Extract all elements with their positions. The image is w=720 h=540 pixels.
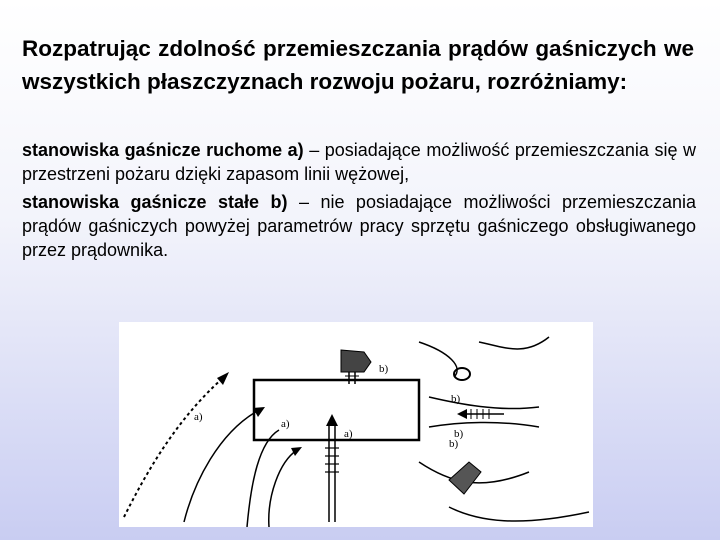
label-b1: b) <box>379 363 389 375</box>
hose-arrow-1 <box>184 410 259 522</box>
item-mobile-term: stanowiska gaśnicze ruchome a) <box>22 140 304 160</box>
diagram-svg <box>119 322 593 527</box>
label-a1: a) <box>194 411 203 423</box>
firefighting-positions-diagram <box>119 322 593 527</box>
nozzle-shape-bottom <box>449 462 481 494</box>
right-hose-mid-2 <box>429 422 539 427</box>
right-hose-top-2 <box>479 337 549 349</box>
nozzle-shape-top <box>341 350 371 372</box>
label-a3: a) <box>344 428 353 440</box>
dashed-trajectory <box>124 377 224 517</box>
item-fixed-term: stanowiska gaśnicze stałe b) <box>22 192 288 212</box>
slide-body <box>22 138 696 266</box>
item-mobile-stations <box>22 138 696 186</box>
item-mobile-desc: – posiadające możliwość przemieszczania się w przestrzeni pożaru dzięki zapasom linii wężowej, <box>22 140 696 184</box>
dashed-arrowhead <box>217 372 229 385</box>
item-fixed-desc: – nie posiadające możliwości przemieszczania prądów gaśniczych powyżej parametrów pracy sprzętu gaśniczego obsługiwanego przez prądownika. <box>22 192 697 260</box>
hose-arrowhead-2 <box>291 447 302 456</box>
label-b4: b) <box>449 438 459 450</box>
item-fixed-stations <box>22 190 696 262</box>
ladder-arrowhead <box>326 414 338 426</box>
slide-title: Rozpatrując zdolność przemieszczania prądów gaśniczych we wszystkich płaszczyznach rozwoju pożaru, rozróżniamy: <box>22 36 694 94</box>
hose-arrow-2 <box>247 430 279 527</box>
hose-arrow-2b <box>269 450 297 527</box>
mid-arrowhead <box>457 409 467 419</box>
right-hose-top-1 <box>419 342 457 377</box>
label-a2: a) <box>281 418 290 430</box>
label-b2: b) <box>451 393 461 405</box>
right-hose-bottom-2 <box>449 507 589 521</box>
label-b3: b) <box>454 428 464 440</box>
right-hose-mid-1 <box>429 397 539 409</box>
